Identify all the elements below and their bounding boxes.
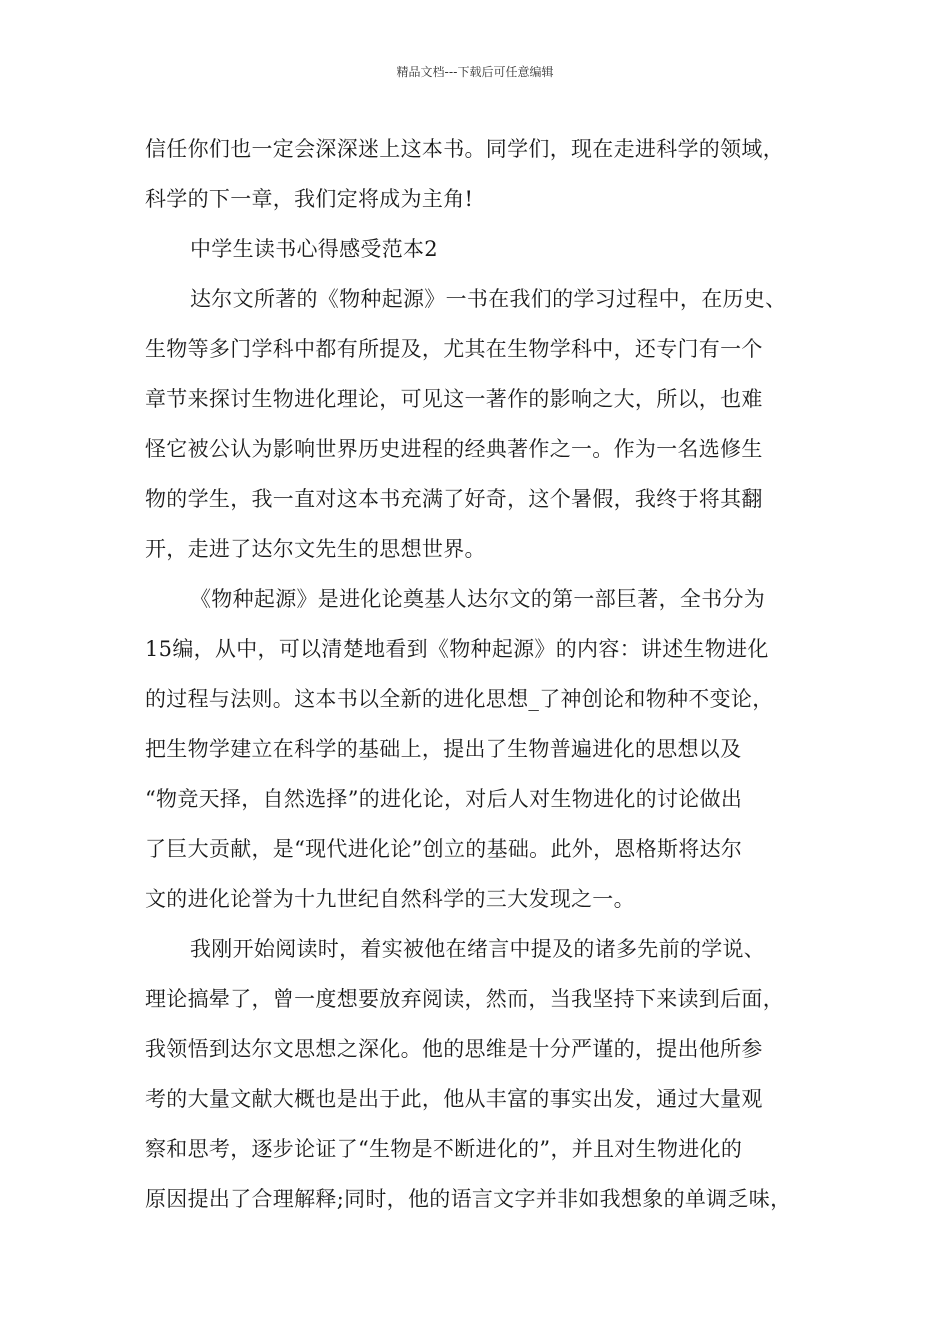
text-line: 科学的下一章，我们定将成为主角! xyxy=(145,187,474,211)
text-line: 物的学生，我一直对这本书充满了好奇，这个暑假，我终于将其翻 xyxy=(145,487,763,511)
text-line: 章节来探讨生物进化理论，可见这一著作的影响之大，所以，也难 xyxy=(145,387,763,411)
text-line: 理论搞晕了，曾一度想要放弃阅读，然而，当我坚持下来读到后面， xyxy=(145,987,784,1011)
text-line: 把生物学建立在科学的基础上，提出了生物普遍进化的思想以及 xyxy=(145,737,742,761)
text-line: 《物种起源》是进化论奠基人达尔文的第一部巨著，全书分为 xyxy=(190,587,766,611)
text-line: 考的大量文献大概也是出于此，他从丰富的事实出发，通过大量观 xyxy=(145,1087,763,1111)
text-line: 原因提出了合理解释;同时，他的语言文字并非如我想象的单调乏味， xyxy=(145,1187,792,1211)
text-line: 了巨大贡献，是“现代进化论”创立的基础。此外，恩格斯将达尔 xyxy=(145,837,743,861)
text-line: 怪它被公认为影响世界历史进程的经典著作之一。作为一名选修生 xyxy=(145,437,763,461)
document-body xyxy=(145,124,835,1224)
section-heading: 中学生读书心得感受范本2 xyxy=(190,237,438,261)
text-line: 的过程与法则。这本书以全新的进化思想_了神创论和物种不变论， xyxy=(145,687,774,711)
page-header: 精品文档---下载后可任意编辑 xyxy=(396,65,554,79)
text-line: 察和思考，逐步论证了“生物是不断进化的”，并且对生物进化的 xyxy=(145,1137,743,1161)
text-line: 文的进化论誉为十九世纪自然科学的三大发现之一。 xyxy=(145,887,635,911)
text-line: 生物等多门学科中都有所提及，尤其在生物学科中，还专门有一个 xyxy=(145,337,763,361)
text-line: 达尔文所著的《物种起源》一书在我们的学习过程中，在历史、 xyxy=(190,287,787,311)
text-line: “物竞天择，自然选择”的进化论，对后人对生物进化的讨论做出 xyxy=(145,787,743,811)
text-line: 15编，从中，可以清楚地看到《物种起源》的内容：讲述生物进化 xyxy=(145,637,769,661)
text-line: 我刚开始阅读时，着实被他在绪言中提及的诸多先前的学说、 xyxy=(190,937,766,961)
text-line: 信任你们也一定会深深迷上这本书。同学们，现在走进科学的领域， xyxy=(145,137,784,161)
text-line: 我领悟到达尔文思想之深化。他的思维是十分严谨的，提出他所参 xyxy=(145,1037,763,1061)
text-line: 开，走进了达尔文先生的思想世界。 xyxy=(145,537,486,561)
